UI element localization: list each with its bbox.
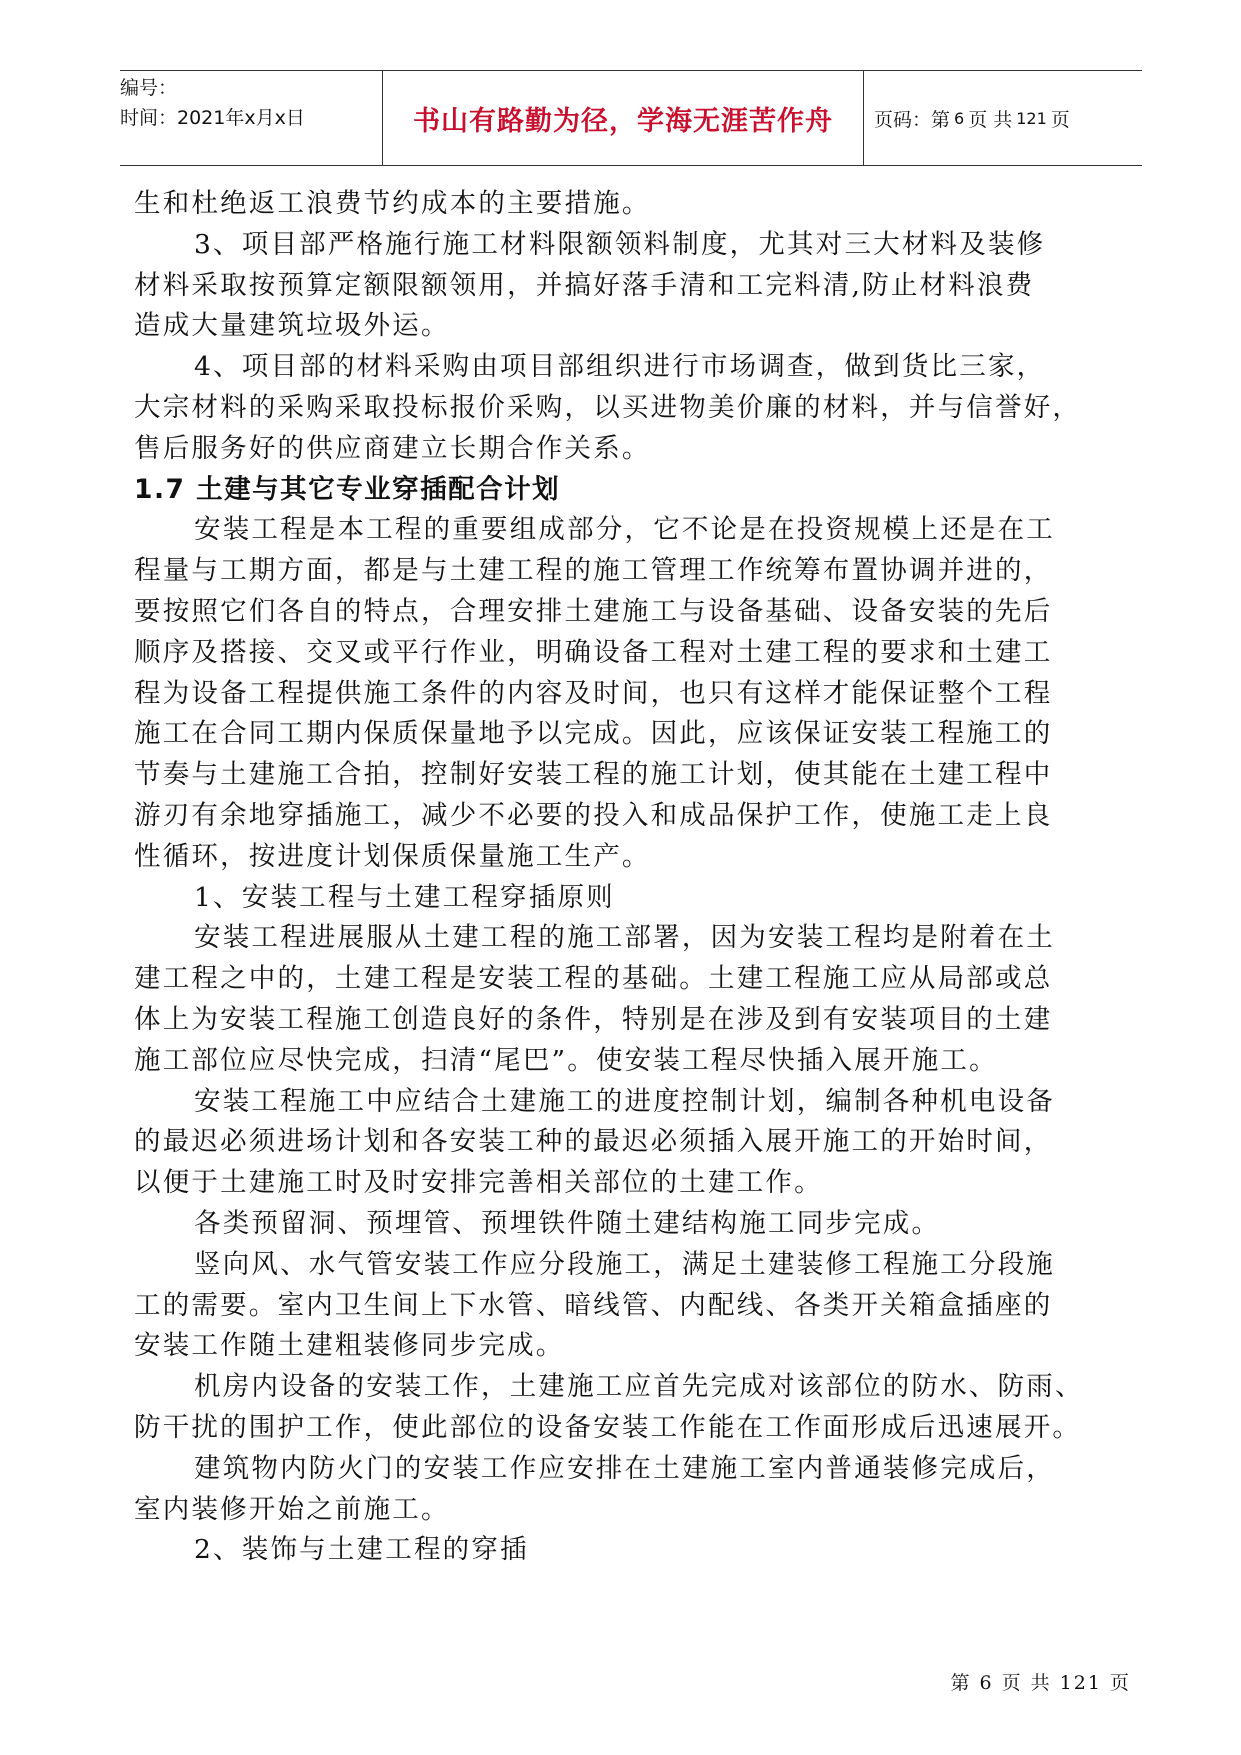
page-prefix: 页码：第 [874,108,951,131]
text-line: 防干扰的围护工作，使此部位的设备安装工作能在工作面形成后迅速展开。 [134,1411,1082,1443]
text-line: 程为设备工程提供施工条件的内容及时间，也只有这样才能保证整个工程 [134,677,1053,709]
page-mid: 页 共 [968,108,1013,131]
text-line: 以便于土建施工时及时安排完善相关部位的土建工作。 [134,1167,823,1199]
text-line: 材料采取按预算定额限额领用，并搞好落手清和工完料清,防止材料浪费 [134,269,1035,301]
section-heading: 1.7 土建与其它专业穿插配合计划 [134,473,561,505]
text-line: 安装工作随土建粗装修同步完成。 [134,1330,565,1362]
page-current: 6 [954,108,965,128]
text-line: 造成大量建筑垃圾外运。 [134,310,450,342]
text-line: 大宗材料的采购采取投标报价采购，以买进物美价廉的材料，并与信誉好， [134,391,1082,423]
text-line: 4、项目部的材料采购由项目部组织进行市场调查，做到货比三家， [194,351,1046,383]
text-line: 工的需要。室内卫生间上下水管、暗线管、内配线、各类开关箱盒插座的 [134,1289,1053,1321]
subsection-label: 1、安装工程与土建工程穿插原则 [194,881,615,913]
text-line: 生和杜绝返工浪费节约成本的主要措施。 [134,188,651,219]
page-footer: 第 6 页 共 121 页 [950,1672,1131,1694]
text-line: 室内装修开始之前施工。 [134,1493,450,1525]
text-line: 竖向风、水气管安装工作应分段施工，满足土建装修工程施工分段施 [194,1248,1055,1280]
header-meta [120,71,382,165]
header-motto: 书山有路勤为径，学海无涯苦作舟 [382,71,864,165]
text-line: 安装工程是本工程的重要组成部分，它不论是在投资规模上还是在工 [194,514,1055,546]
text-line: 售后服务好的供应商建立长期合作关系。 [134,432,651,464]
subsection-label: 2、装饰与土建工程的穿插 [194,1534,529,1566]
text-line: 3、项目部严格施行施工材料限额领料制度，尤其对三大材料及装修 [194,228,1046,260]
text-line: 机房内设备的安装工作，土建施工应首先完成对该部位的防水、防雨、 [194,1371,1084,1403]
text-line: 节奏与土建施工合拍，控制好安装工程的施工计划，使其能在土建工程中 [134,759,1053,791]
page-total: 121 [1016,108,1047,128]
text-line: 各类预留洞、预埋管、预埋铁件随土建结构施工同步完成。 [194,1207,941,1239]
time-label: 时间：2021年x月x日 [120,107,305,129]
text-line: 施工部位应尽快完成，扫清“尾巴”。使安装工程尽快插入展开施工。 [134,1044,998,1076]
page-header [120,70,1142,166]
text-line: 性循环，按进度计划保质保量施工生产。 [134,840,651,872]
page-suffix: 页 [1050,108,1070,131]
document-body [134,184,1132,1571]
text-line: 的最迟必须进场计划和各安装工种的最迟必须插入展开施工的开始时间， [134,1126,1053,1158]
serial-label: 编号： [120,77,178,99]
text-line: 游刃有余地穿插施工，减少不必要的投入和成品保护工作，使施工走上良 [134,799,1053,831]
text-line: 建筑物内防火门的安装工作应安排在土建施工室内普通装修完成后， [194,1452,1055,1484]
text-line: 建工程之中的，土建工程是安装工程的基础。土建工程施工应从局部或总 [134,963,1053,995]
text-line: 顺序及搭接、交叉或平行作业，明确设备工程对土建工程的要求和土建工 [134,636,1053,668]
text-line: 要按照它们各自的特点，合理安排土建施工与设备基础、设备安装的先后 [134,595,1053,627]
text-line: 施工在合同工期内保质保量地予以完成。因此，应该保证安装工程施工的 [134,718,1053,750]
text-line: 安装工程进展服从土建工程的施工部署，因为安装工程均是附着在土 [194,922,1055,954]
text-line: 体上为安装工程施工创造良好的条件，特别是在涉及到有安装项目的土建 [134,1003,1053,1035]
text-line: 程量与工期方面，都是与土建工程的施工管理工作统筹布置协调并进的， [134,555,1053,587]
header-page-number [864,71,1142,165]
text-line: 安装工程施工中应结合土建施工的进度控制计划，编制各种机电设备 [194,1085,1055,1117]
